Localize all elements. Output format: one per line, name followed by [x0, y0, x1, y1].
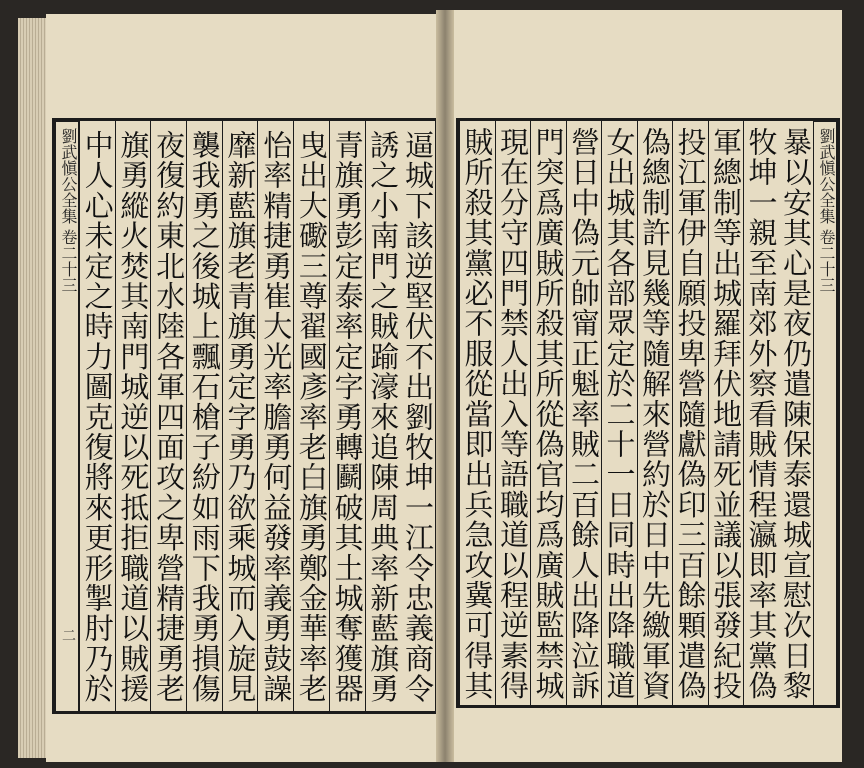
- left-margin-title: 劉武愼公全集: [59, 128, 78, 224]
- left-margin-strip: [55, 121, 79, 713]
- right-text-frame: [456, 118, 840, 708]
- text-column: 牧坤一親至南郊外察看賊情程瀛即率其黨偽: [743, 121, 779, 705]
- text-column: 中人心未定之時力圖克復將來更形掣肘乃於: [79, 121, 115, 711]
- left-margin-volume: 卷二十三: [59, 229, 78, 294]
- text-column: 賊所殺其黨必不服從當即出兵急攻冀可得其: [459, 121, 495, 705]
- text-column: 曳出大礮三尊翟國彥率老白旗勇鄭金華率老: [293, 121, 329, 711]
- left-text-columns: [79, 121, 435, 711]
- right-margin-title-block: [814, 128, 836, 293]
- text-column: 暴以安其心是夜仍遣陳保泰還城宣慰次日黎: [779, 127, 813, 701]
- right-margin-title: 劉武愼公全集: [817, 128, 836, 224]
- text-column: 營日中偽元帥甯正魁率賊二百餘人出降泣訴: [566, 121, 602, 705]
- right-page: [446, 10, 842, 762]
- text-column: 投江軍伊自願投卑營隨獻偽印三百餘顆遣偽: [672, 121, 708, 705]
- text-column: 襲我勇之後城上飄石槍子紛如雨下我勇損傷: [186, 121, 222, 711]
- book-gutter: [436, 10, 454, 762]
- text-column: 旗勇縱火焚其南門城逆以死抵拒職道以賊援: [115, 121, 151, 711]
- text-column: 門突爲廣賊所殺其所從偽官均爲廣賊監禁城: [530, 121, 566, 705]
- text-column: 偽總制許見幾等隨解來營約於日中先繳軍資: [637, 121, 673, 705]
- text-column: 誘之小南門之賊踰濠來追陳周典率新藍旗勇: [365, 121, 401, 711]
- right-text-columns: [459, 121, 813, 705]
- text-column: 現在分守四門禁人出入等語職道以程逆素得: [495, 121, 531, 705]
- text-column: 青旗勇彭定泰率定字勇轉鬬破其土城奪獲器: [329, 121, 365, 711]
- right-margin-strip: [813, 121, 837, 707]
- text-column: 軍總制等出城羅拜伏地請死並議以張發紀投: [708, 121, 744, 705]
- left-text-frame: [52, 118, 438, 714]
- right-margin-volume: 卷二十三: [817, 229, 836, 294]
- left-margin-title-block: [56, 128, 78, 293]
- text-column: 怡率精捷勇崔大光率膽勇何益發率義勇鼓譟: [257, 121, 293, 711]
- book-page-edges: [18, 18, 48, 758]
- text-column: 夜復約東北水陸各軍四面攻之卑營精捷勇老: [150, 121, 186, 711]
- text-column: 女出城其各部眾定於二十一日同時出降職道: [601, 121, 637, 705]
- left-page: [46, 14, 443, 762]
- text-column: 靡新藍旗老青旗勇定字勇乃欲乘城而入旋見: [222, 121, 258, 711]
- text-column: 逼城下該逆堅伏不出劉牧坤一江令忠義商令: [401, 130, 435, 704]
- left-folio-number: 二: [60, 628, 76, 642]
